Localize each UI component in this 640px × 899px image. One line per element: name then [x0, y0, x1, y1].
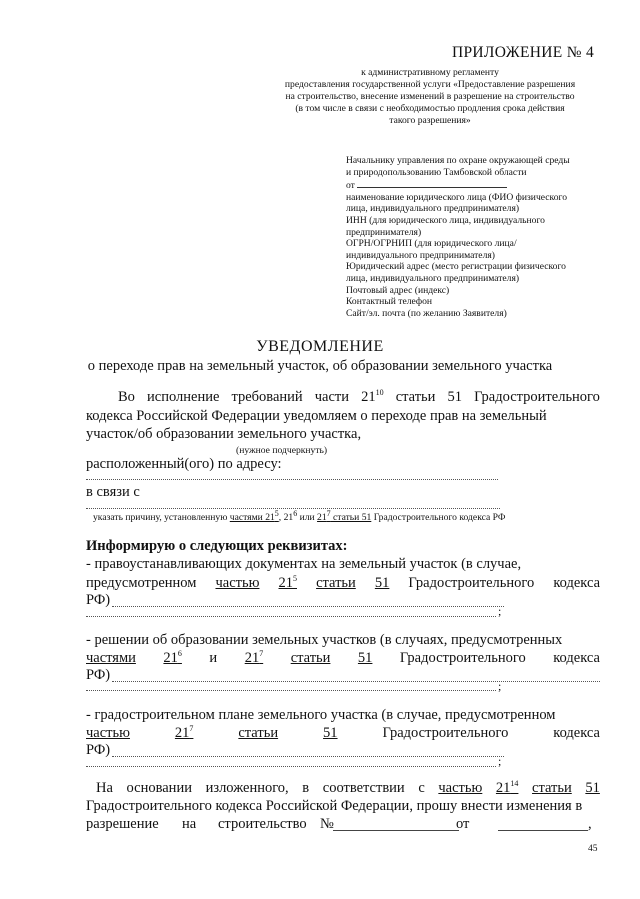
details-item1-line-2: предусмотренном частью $21^5$ статьи 51 Градостроительного кодекса — [86, 574, 600, 591]
appendix-line-4: (в том числе в связи с необходимостью продления срока действия — [295, 103, 565, 114]
details-item2-line-2: частями $21^6$ и $21^7$ статьи 51 Градостроительного кодекса — [86, 649, 600, 666]
details-item3-line-3: РФ) — [86, 742, 111, 758]
from-row — [346, 178, 610, 192]
phone-line: Контактный телефон — [346, 296, 433, 308]
item1-fill-line-b — [86, 616, 496, 617]
details-item1-line-3: РФ) — [86, 592, 111, 608]
item2-semicolon: ; — [498, 679, 502, 693]
appendix-line-1: к административному регламенту — [361, 67, 499, 78]
address-fill-line — [86, 479, 498, 480]
page-number: 45 — [588, 844, 598, 854]
details-item2-line-1: - решении об образовании земельных участков (в случаях, предусмотренных — [86, 632, 563, 648]
addressee-line-1: Начальнику управления по охране окружающей среды — [346, 155, 570, 166]
para1-line-1: Во исполнение требований части $21^{10}$ статьи 51 Градостроительного — [118, 388, 600, 405]
addressee-block — [346, 155, 610, 319]
details-item1-line-1: - правоустанавливающих документах на земельный участок (в случае, — [86, 556, 522, 572]
inn-line-b: предпринимателя) — [346, 226, 422, 238]
appendix-title: ПРИЛОЖЕНИЕ № 4 — [451, 44, 595, 61]
located-label: расположенный(ого) по адресу: — [86, 456, 282, 472]
appendix-line-2: предоставления государственной услуги «Предоставление разрешения — [284, 79, 576, 90]
appendix-line-3: на строительство, внесение изменений в разрешение на строительство — [285, 91, 575, 102]
details-item3-line-2: частью $21^7$ статьи 51 Градостроительного кодекса — [86, 724, 600, 741]
item3-fill-line-a — [112, 756, 504, 757]
notice-title: УВЕДОМЛЕНИЕ — [256, 338, 384, 355]
item1-fill-line-a — [112, 606, 504, 607]
addressee-line-2: и природопользованию Тамбовской области — [346, 166, 527, 178]
legal-address-line-a: Юридический адрес (место регистрации физического — [346, 261, 566, 273]
permit-date-fill — [498, 830, 588, 831]
details-item3-line-1: - градостроительном плане земельного участка (в случае, предусмотренном — [86, 707, 556, 723]
closing-line-1: На основании изложенного, в соответствии с частью $21^{14}$ статьи 51 — [96, 779, 600, 796]
from-fill-line — [357, 178, 507, 188]
appendix-line-5: такого разрешения» — [389, 115, 471, 126]
details-item2-line-3: РФ) — [86, 667, 111, 683]
due-to-label: в связи с — [86, 484, 140, 500]
from-label: от — [346, 180, 355, 192]
closing-line-2: Градостроительного кодекса Российской Федерации, прошу внести изменения в — [86, 798, 583, 814]
item3-fill-line-b — [86, 766, 496, 767]
item2-fill-line-b — [86, 690, 496, 691]
permit-number-fill — [333, 830, 459, 831]
notice-subtitle: о переходе прав на земельный участок, об образовании земельного участка — [87, 358, 553, 374]
ogrn-line-a: ОГРН/ОГРНИП (для юридического лица/ — [346, 238, 517, 250]
ogrn-line-b: индивидуального предпринимателя) — [346, 249, 495, 261]
item2-fill-line-a — [112, 681, 600, 682]
name-line-b: лица, индивидуального предпринимателя) — [346, 203, 520, 215]
inn-line-a: ИНН (для юридического лица, индивидуального — [346, 214, 545, 226]
legal-address-line-b: лица, индивидуального предпринимателя) — [346, 272, 520, 284]
name-line-a: наименование юридического лица (ФИО физического — [346, 191, 567, 203]
postal-address-line: Почтовый адрес (индекс) — [346, 284, 450, 296]
reason-hint: указать причину, установленную частями $21^5$, $21^6$ или $21^7$ статьи 51 Градостроительного кодекса РФ — [93, 508, 506, 523]
item3-semicolon: ; — [498, 754, 502, 768]
site-email-line: Сайт/эл. почта (по желанию Заявителя) — [346, 307, 507, 319]
para1-line-3: участок/об образовании земельного участка, — [86, 426, 362, 442]
para1-hint: (нужное подчеркнуть) — [236, 445, 328, 456]
details-heading: Информирую о следующих реквизитах: — [86, 538, 348, 554]
document-page: ПРИЛОЖЕНИЕ № 4 к административному регламенту предоставления государственной услуги «Предоставление разрешения на строительство, внесение изменений в разрешение на строительство (в том числе в связи с необходимостью продления срока действия такого разрешения» Начальнику управления по охране окружающей среды и природопользованию Тамбовской области от наименование юридического лица (ФИО физического лица, индивидуального предпринимателя) ИНН (для юридического лица, индивидуального предпринимателя) ОГРН/ОГРНИП (для юридического лица/ индивидуального предпринимателя) Юридический адрес (место регистрации физического лица, индивидуального предпринимателя) Почтовый адрес (индекс) Контактный телефон Сайт/эл. почта (по желанию Заявителя) УВЕДОМЛЕНИЕ о переходе прав на земельный участок, об образовании земельного участка Во исполнение требований части $21^{10}$ статьи 51 Градостроительного кодекса Российской Федерации уведомляем о переходе прав на земельный участок/об образовании земельного участка, (нужное подчеркнуть) расположенный(ого) по адресу: в связи с указать причину, установленную частями $21^5$, $21^6$ или $21^7$ статьи 51 Градостроительного кодекса РФ Информирую о следующих реквизитах: - правоустанавливающих документах на земельный участок (в случае, предусмотренном частью $21^5$ статьи 51 Градостроительного кодекса РФ) ; - решении об образовании земельных участков (в случаях, предусмотренных частями $21^6$ и $21^7$ статьи 51 Градостроительного кодекса РФ) ; - градостроительном плане земельного участка (в случае, предусмотренном частью $21^7$ статьи 51 Градостроительного кодекса РФ) ; На основании изложенного, в соответствии с частью $21^{14}$ статьи 51 Градостроительного кодекса Российской Федерации, прошу внести изменения в разрешение на строительство № от , 45 — [0, 0, 640, 899]
para1-line-2: кодекса Российской Федерации уведомляем о переходе прав на земельный — [86, 408, 547, 424]
item1-semicolon: ; — [498, 604, 502, 618]
